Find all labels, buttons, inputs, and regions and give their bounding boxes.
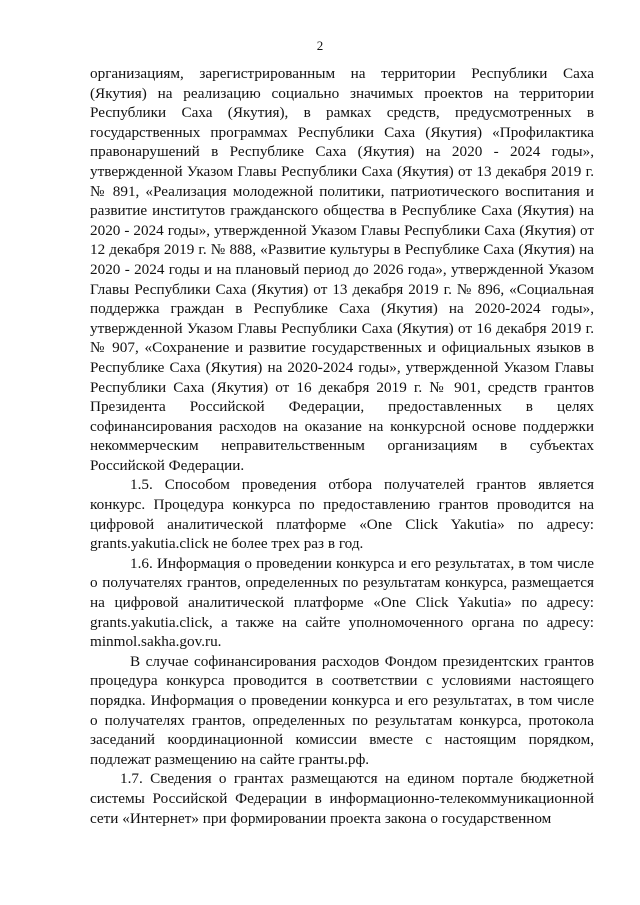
page-number: 2 bbox=[316, 38, 324, 53]
paragraph-1-5: 1.5. Способом проведения отбора получателей грантов является конкурс. Процедура конкурса по предоставлению грантов проводится на цифровой аналитической платформе «One Click Yakutia» по адресу: grants.yakutia.click не более трех раз в год. bbox=[90, 476, 594, 553]
paragraph-1-6: 1.6. Информация о проведении конкурса и его результатах, в том числе о получателях грантов, определенных по результатам конкурса, размещается на цифровой аналитической платформе «One Click Yakutia» по адресу: grants.yakutia.click, а также на сайте уполномоченного органа по адресу: minmol.sakha.gov.ru. bbox=[90, 554, 594, 651]
paragraph-grant-programs: организациям, зарегистрированным на территории Республики Саха (Якутия) на реализацию социально значимых проектов на территории Республики Саха (Якутия), в рамках средств, предусмотренных в государственных программах Республики Саха (Якутия) «Профилактика правонарушений в Республике Саха (Якутия) на 2020 - 2024 годы», утвержденной Указом Главы Республики Саха (Якутия) от 13 декабря 2019 г. № 891, «Реализация молодежной политики, патриотического воспитания и развитие институтов гражданского общества в Республике Саха (Якутия) на 2020 - 2024 годы», утвержденной Указом Главы Республики Саха (Якутия) от 12 декабря 2019 г. № 888, «Развитие культуры в Республике Саха (Якутия) на 2020 - 2024 годы и на плановый период до 2026 года», утвержденной Указом Главы Республики Саха (Якутия) от 13 декабря 2019 г. № 896, «Социальная поддержка граждан в Республике Саха (Якутия) на 2020-2024 годы», утвержденной Указом Главы Республики Саха (Якутия) от 16 декабря 2019 г. № 907, «Сохранение и развитие государственных и официальных языков в Республике Саха (Якутия) на 2020-2024 годы», утвержденной Указом Главы Республики Саха (Якутия) от 16 декабря 2019 г. № 901, средств грантов Президента Российской Федерации, предоставленных в целях софинансирования расходов на оказание на конкурсной основе поддержки некоммерческим неправительственным организациям в субъектах Российской Федерации. bbox=[90, 65, 594, 474]
paragraph-1-7: 1.7. Сведения о грантах размещаются на едином портале бюджетной системы Российской Федерации в информационно-телекоммуникационной сети «Интернет» при формировании проекта закона о государственном bbox=[90, 770, 594, 827]
paragraph-cofinancing: В случае софинансирования расходов Фондом президентских грантов процедура конкурса проводится в соответствии с условиями настоящего порядка. Информация о проведении конкурса и его результатах, в том числе о получателях грантов, определенных по результатам конкурса, протокола заседаний координационной комиссии вместе с настоящим порядком, подлежат размещению на сайте гранты.рф. bbox=[90, 652, 594, 768]
document-body bbox=[90, 64, 594, 828]
